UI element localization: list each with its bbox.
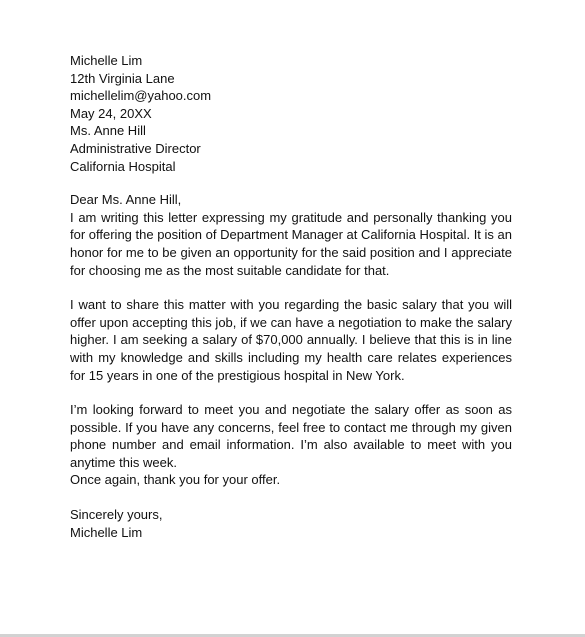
recipient-organization: California Hospital [70, 158, 176, 174]
sender-email: michellelim@yahoo.com [70, 88, 212, 104]
salutation: Dear Ms. Anne Hill, [70, 192, 182, 208]
paragraph-salary: I want to share this matter with you regarding the basic salary that you will offer upon accepting this job, if we can have a negotiation to make the salary higher. I am seeking a salary of $70,000 annually. I believe that this is in line with my knowledge and skills including my health care relates experiences for 15 years in one of the prestigious hospital in New York. [70, 297, 512, 383]
letter-date: May 24, 20XX [70, 105, 152, 121]
closing-line: Once again, thank you for your offer. [70, 472, 281, 488]
sender-name: Michelle Lim [70, 53, 143, 68]
sender-address: 12th Virginia Lane [70, 70, 175, 86]
recipient-name: Ms. Anne Hill [70, 123, 146, 139]
letter-body [70, 52, 512, 541]
paragraph-gratitude: I am writing this letter expressing my gratitude and personally thanking you for offering the position of Department Manager at California Hospital. It is an honor for me to be given an opportunity for the said position and I appreciate for choosing me as the most suitable candidate for that. [70, 209, 512, 278]
paragraph-meeting: I’m looking forward to meet you and negotiate the salary offer as soon as possible. If you have any concerns, feel free to contact me through my given phone number and email information. I’m also available to meet with you anytime this week. [70, 402, 512, 470]
signature-name: Michelle Lim [70, 524, 143, 540]
signoff: Sincerely yours, [70, 507, 163, 523]
recipient-title: Administrative Director [70, 140, 201, 156]
